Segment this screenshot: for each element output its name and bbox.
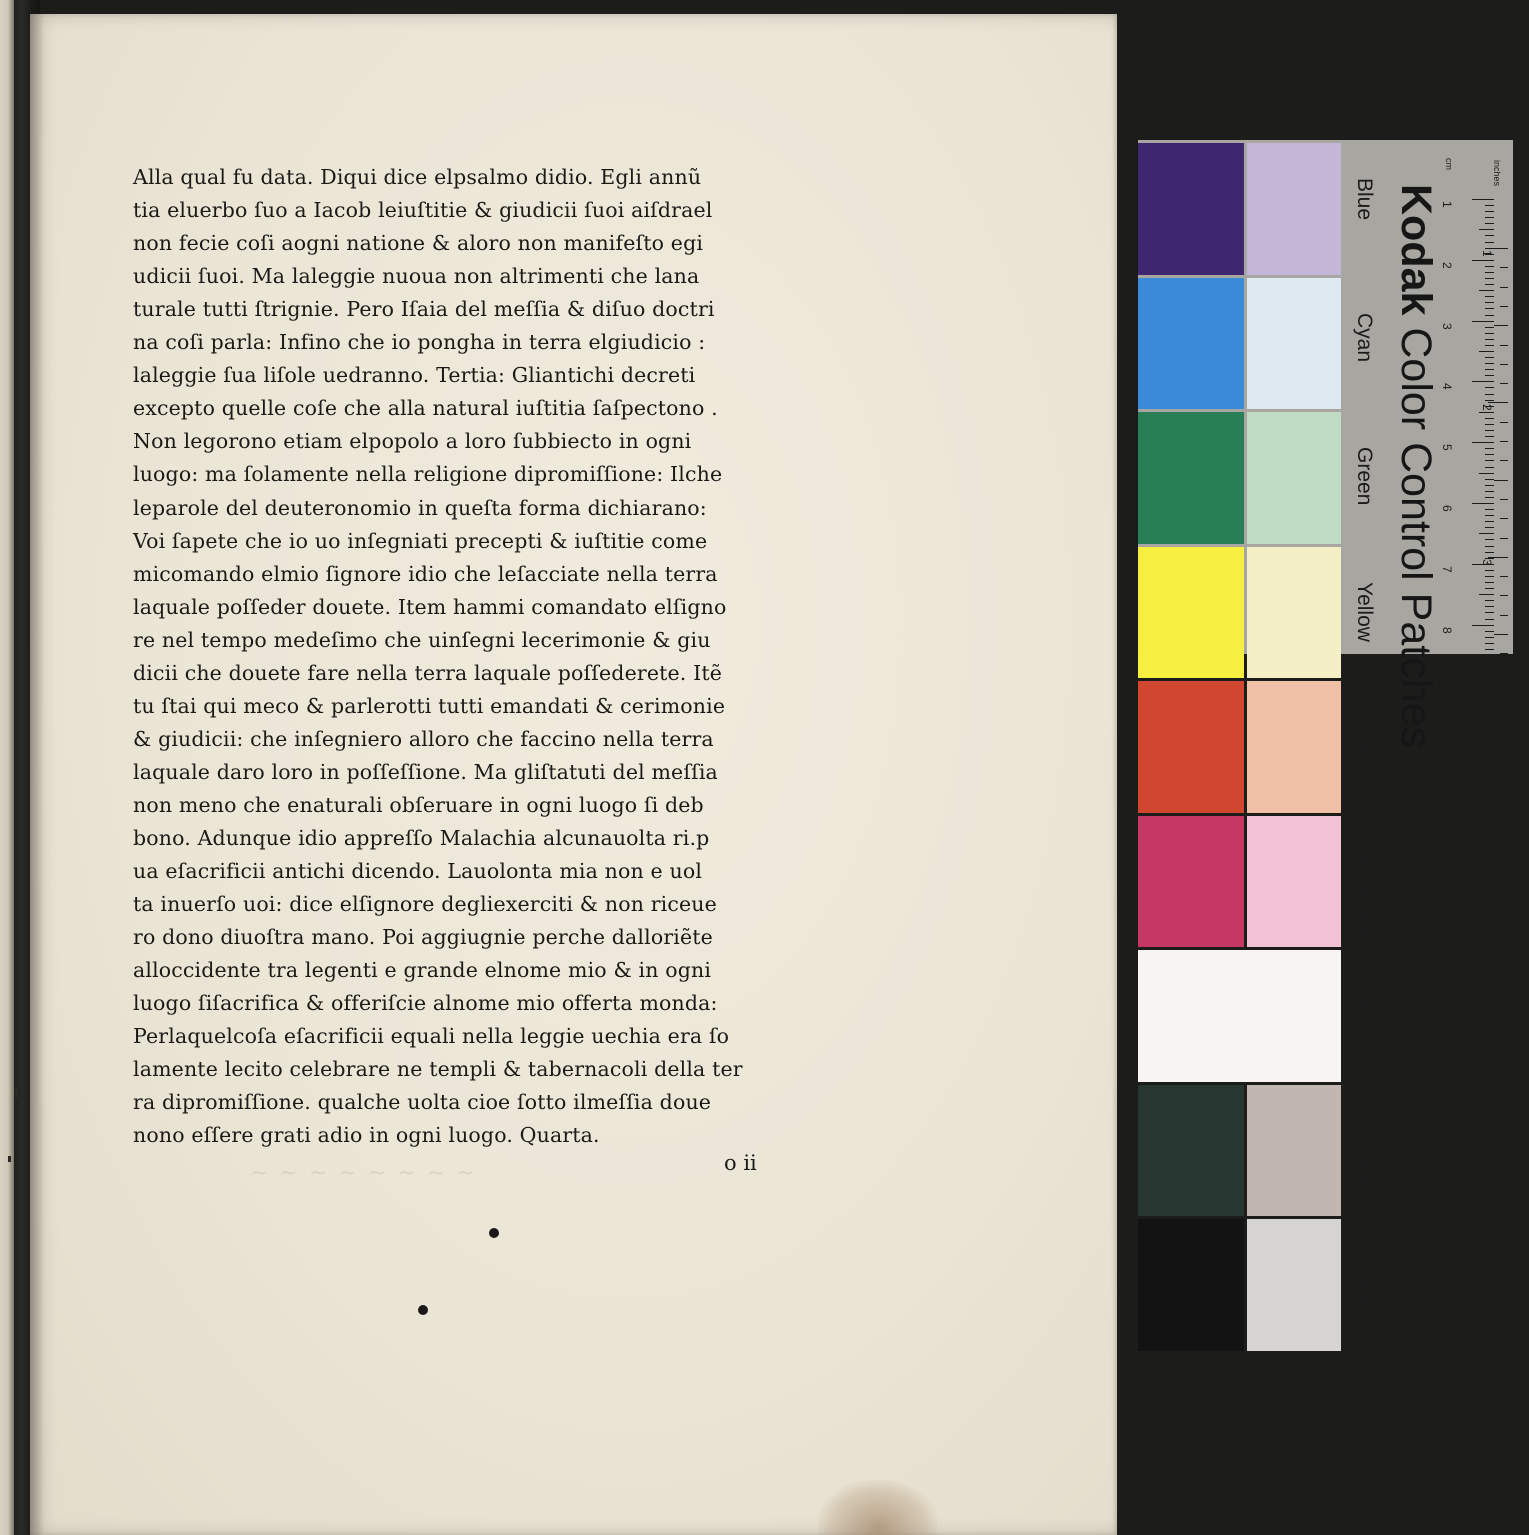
ruler-tick-cm <box>1485 387 1494 388</box>
target-frame <box>1135 140 1138 654</box>
ruler-tick-cm <box>1479 412 1494 413</box>
ruler-tick-inch <box>1494 634 1508 635</box>
ruler-tick-cm <box>1485 485 1494 486</box>
patch-label: Blue <box>1353 178 1376 221</box>
ruler-tick-cm <box>1472 442 1494 443</box>
color-patch-3-color-light <box>1247 1085 1341 1217</box>
ruler-tick-cm <box>1485 345 1494 346</box>
ruler-tick-cm <box>1485 588 1494 589</box>
ruler-tick-cm <box>1485 539 1494 540</box>
text-line: luogo ſiſacrifica & offeriſcie alnome mio offerta monda: <box>133 991 718 1016</box>
signature-mark: o ii <box>724 1151 757 1175</box>
color-patch-cyan-dark <box>1138 278 1244 410</box>
brand-name: Kodak <box>1392 184 1440 316</box>
ruler-tick-inch <box>1500 499 1508 500</box>
ruler-inch-number: 2 <box>1480 404 1494 412</box>
ruler-cm-number: 8 <box>1440 626 1454 634</box>
copyright-text: © Kodak, 2007 TM: Kodak <box>1401 1145 1413 1274</box>
ruler-tick-cm <box>1485 363 1494 364</box>
text-line: Voi ſapete che io uo inſegniati precepti & iuſtitie come <box>133 528 708 553</box>
ruler-tick-cm <box>1485 205 1494 206</box>
ruler-tick-cm <box>1485 600 1494 601</box>
text-line: Non legorono etiam elpopolo a loro ſubbiecto in ogni <box>133 429 692 454</box>
ruler-tick-cm <box>1485 491 1494 492</box>
ruler-tick-cm <box>1485 497 1494 498</box>
text-line: tu ſtai qui meco & parlerotti tutti emandati & cerimonie <box>133 693 726 718</box>
ruler-tick-cm <box>1485 357 1494 358</box>
text-line: ua eſacrificii antichi dicendo. Lauolonta mia non e uol <box>133 859 703 884</box>
ruler-tick-cm <box>1485 339 1494 340</box>
ruler-tick-inch <box>1500 595 1508 596</box>
measurement-ruler <box>1436 144 1508 654</box>
ruler-tick-inch <box>1494 325 1508 326</box>
ruler-tick-cm <box>1485 546 1494 547</box>
color-patch-blue-light <box>1247 143 1341 275</box>
ruler-cm-number: 6 <box>1440 505 1454 512</box>
kodak-brand-title <box>1391 184 1440 748</box>
ruler-tick-cm <box>1485 552 1494 553</box>
ruler-tick-cm <box>1485 211 1494 212</box>
patch-label: 3/Color <box>1353 1119 1376 1188</box>
text-line: udicii ſuoi. Ma laleggie nuoua non altrimenti che lana <box>133 264 700 289</box>
color-patch-red-dark <box>1138 681 1244 813</box>
ruler-tick-cm <box>1472 625 1494 626</box>
patch-label: Black <box>1353 1254 1376 1306</box>
patch-label: White <box>1353 985 1376 1039</box>
text-line: laquale daro loro in poſſeſſione. Ma gliſtatuti del meſſia <box>133 759 718 784</box>
ruler-tick-cm <box>1485 284 1494 285</box>
ruler-unit-cm: cm <box>1444 158 1454 170</box>
ruler-tick-cm <box>1485 278 1494 279</box>
text-line: & giudicii: che inſegniero alloro che faccino nella terra <box>133 726 714 751</box>
previous-page-edge <box>0 0 14 1535</box>
show-through-text: ~ ~ ~ ~ ~ ~ ~ ~ <box>250 1161 477 1186</box>
page-gutter-shadow <box>30 14 44 1535</box>
ruler-tick-cm <box>1485 235 1494 236</box>
color-patch-magenta-light <box>1247 816 1341 948</box>
margin-mark <box>15 1088 18 1098</box>
ruler-cm-number: 3 <box>1440 322 1454 330</box>
patch-label: Green <box>1353 447 1376 506</box>
ruler-tick-cm <box>1485 369 1494 370</box>
ruler-tick-inch <box>1500 287 1508 288</box>
ruler-tick-inch <box>1488 248 1508 249</box>
ruler-tick-inch <box>1500 518 1508 519</box>
ruler-tick-inch <box>1500 345 1508 346</box>
ruler-tick-cm <box>1485 436 1494 437</box>
text-line: Alla qual fu data. Diqui dice elpsalmo didio. Egli annũ <box>133 165 702 189</box>
ruler-cm-number: 4 <box>1440 383 1454 391</box>
ink-spot <box>418 1305 428 1315</box>
text-line: alloccidente tra legenti e grande elnome mio & in ogni <box>133 958 712 983</box>
text-line: non fecie coſi aogni natione & aloro non manifeſto egi <box>133 231 704 256</box>
ruler-tick-cm <box>1485 515 1494 516</box>
color-patch-cyan-light <box>1247 278 1341 410</box>
ruler-tick-inch <box>1500 383 1508 384</box>
ruler-inch-number: 1 <box>1480 250 1494 257</box>
patch-label: Yellow <box>1353 581 1376 642</box>
ruler-inch-number: 3 <box>1480 558 1494 566</box>
ruler-tick-inch <box>1500 364 1508 365</box>
ruler-tick-cm <box>1485 460 1494 461</box>
color-patch-red-light <box>1247 681 1341 813</box>
ruler-tick-cm <box>1485 394 1494 395</box>
text-line: luogo: ma ſolamente nella religione dipromiſſione: Ilche <box>133 462 723 487</box>
ruler-tick-cm <box>1485 418 1494 419</box>
color-patch-green-dark <box>1138 412 1244 544</box>
ruler-tick-cm <box>1472 260 1494 261</box>
ruler-cm-number: 7 <box>1440 565 1454 573</box>
text-line: tia eluerbo ſuo a Iacob leiuſtitie & giudicii ſuoi aiſdrael <box>133 198 713 223</box>
ruler-tick-cm <box>1485 606 1494 607</box>
text-line: nono eſſere grati adio in ogni luogo. Quarta. <box>133 1123 600 1148</box>
ruler-tick-cm <box>1485 223 1494 224</box>
ruler-tick-cm <box>1485 430 1494 431</box>
ruler-tick-cm <box>1472 381 1494 382</box>
ruler-tick-cm <box>1485 582 1494 583</box>
ruler-tick-inch <box>1500 441 1508 442</box>
ruler-tick-cm <box>1485 333 1494 334</box>
patch-label: Red <box>1353 716 1376 755</box>
ink-spot <box>489 1228 499 1238</box>
ruler-tick-cm <box>1485 643 1494 644</box>
ruler-tick-cm <box>1485 327 1494 328</box>
text-line: bono. Adunque idio appreſſo Malachia alcunauolta ri.p <box>133 826 710 850</box>
ruler-tick-cm <box>1485 637 1494 638</box>
color-patch-blue-dark <box>1138 143 1244 275</box>
text-line: ta inuerſo uoi: dice elſignore degliexerciti & non riceue <box>133 892 717 917</box>
text-line: turale tutti ſtrignie. Pero Iſaia del meſſia & diſuo doctri <box>133 297 715 322</box>
ruler-tick-cm <box>1485 631 1494 632</box>
ruler-tick-cm <box>1485 467 1494 468</box>
page-stain <box>818 1480 938 1535</box>
ruler-tick-cm <box>1485 242 1494 243</box>
ruler-tick-inch <box>1500 538 1508 539</box>
color-patch-magenta-dark <box>1138 816 1244 948</box>
ruler-tick-cm <box>1485 266 1494 267</box>
ruler-cm-number: 5 <box>1440 444 1454 451</box>
ruler-tick-cm <box>1485 479 1494 480</box>
target-title: Color Control Patches <box>1392 327 1440 749</box>
text-line: micomando elmio ſignore idio che leſacciate nella terra <box>133 561 718 586</box>
ruler-tick-cm <box>1485 509 1494 510</box>
ruler-tick-inch <box>1488 557 1508 558</box>
ruler-tick-cm <box>1479 229 1494 230</box>
ruler-tick-cm <box>1472 503 1494 504</box>
ruler-tick-cm <box>1479 473 1494 474</box>
text-line: re nel tempo medeſimo che uinſegni lecerimonie & giu <box>133 627 711 652</box>
ruler-tick-inch <box>1500 422 1508 423</box>
ruler-tick-cm <box>1485 527 1494 528</box>
ruler-tick-cm <box>1485 619 1494 620</box>
ruler-tick-inch <box>1494 480 1508 481</box>
ruler-tick-inch <box>1500 576 1508 577</box>
text-line: ro dono diuoſtra mano. Poi aggiugnie perche dalloriẽte <box>133 925 713 950</box>
ruler-tick-cm <box>1485 400 1494 401</box>
color-patch-yellow-light <box>1247 547 1341 679</box>
ruler-tick-cm <box>1485 649 1494 650</box>
ruler-tick-inch <box>1500 460 1508 461</box>
text-line: ra dipromiſſione. qualche uolta cioe ſotto ilmeſſia doue <box>133 1090 712 1115</box>
ruler-tick-cm <box>1485 576 1494 577</box>
text-line: laleggie ſua liſole uedranno. Tertia: Gliantichi decreti <box>133 363 696 388</box>
ruler-unit-inches: inches <box>1492 160 1502 187</box>
color-patch-3-color-dark <box>1138 1085 1244 1217</box>
text-line: na coſi parla: Infino che io pongha in terra elgiudicio : <box>133 330 706 355</box>
color-patch-black-light <box>1247 1219 1341 1351</box>
ruler-tick-inch <box>1500 653 1508 654</box>
ruler-tick-inch <box>1500 615 1508 616</box>
ruler-tick-cm <box>1485 612 1494 613</box>
margin-mark <box>8 1156 11 1162</box>
patch-label: Magenta <box>1353 850 1376 933</box>
ruler-tick-inch <box>1500 306 1508 307</box>
ruler-tick-cm <box>1479 594 1494 595</box>
color-patch-green-light <box>1247 412 1341 544</box>
text-line: lamente lecito celebrare ne templi & tabernacoli della ter <box>133 1057 743 1082</box>
ruler-tick-cm <box>1485 454 1494 455</box>
ruler-tick-cm <box>1485 272 1494 273</box>
text-line: excepto quelle coſe che alla natural iuſtitia ſaſpectono . <box>133 396 718 421</box>
ruler-tick-inch <box>1500 267 1508 268</box>
text-line: dicii che douete fare nella terra laquale poſſederete. Itẽ <box>133 660 723 685</box>
ruler-tick-cm <box>1485 315 1494 316</box>
ruler-tick-cm <box>1485 217 1494 218</box>
ruler-tick-cm <box>1485 570 1494 571</box>
ruler-cm-number: 2 <box>1440 261 1454 269</box>
color-patch-white-dark <box>1138 950 1341 1082</box>
text-line: Perlaquelcoſa eſacrificii equali nella leggie uechia era ſo <box>133 1024 730 1049</box>
ruler-tick-cm <box>1485 296 1494 297</box>
ruler-tick-cm <box>1485 302 1494 303</box>
ruler-cm-number: 1 <box>1440 201 1454 208</box>
ruler-tick-cm <box>1485 375 1494 376</box>
color-patch-yellow-dark <box>1138 547 1244 679</box>
text-line: laquale poſſeder douete. Item hammi comandato elſigno <box>133 594 727 619</box>
ruler-tick-cm <box>1472 199 1494 200</box>
ruler-tick-cm <box>1472 321 1494 322</box>
text-line: non meno che enaturali obſeruare in ogni luogo ſi deb <box>133 792 704 817</box>
text-line: leparole del deuteronomio in queſta forma dichiarano: <box>133 495 707 520</box>
ruler-tick-cm <box>1485 448 1494 449</box>
ruler-tick-cm <box>1485 308 1494 309</box>
ruler-tick-cm <box>1479 290 1494 291</box>
ruler-tick-cm <box>1485 424 1494 425</box>
ruler-tick-cm <box>1485 521 1494 522</box>
ruler-tick-cm <box>1479 533 1494 534</box>
ruler-tick-cm <box>1479 351 1494 352</box>
patch-label: Cyan <box>1353 312 1376 362</box>
color-patch-black-dark <box>1138 1219 1244 1351</box>
